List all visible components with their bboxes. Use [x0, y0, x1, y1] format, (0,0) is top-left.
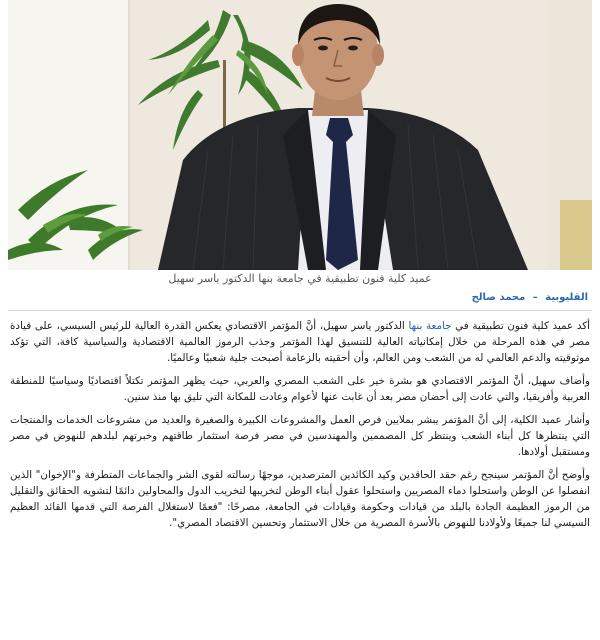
photo-caption: عميد كلية فنون تطبيقية في جامعة بنها الدكتور ياسر سهيل — [168, 272, 432, 285]
byline-section[interactable]: القليوبية — [545, 292, 588, 303]
byline-separator: – — [532, 292, 538, 303]
paragraph-1-rest: الدكتور ياسر سهيل، أنَّ المؤتمر الاقتصادي يعكس القدرة العالية للرئيس السيسي، على قيادة مصر في هذه المرحلة من خلال إمكانياته العالية للتنسيق لهذا المؤتمر وجذب الرموز العالمية الاقتصادية والسياسية كافة، التي تؤكد موثوقيته والدعم العالمي له من الشعب ومن العالم، وأن أحقيته بالزعامة أصبحت جلية شعبيًا وعالميًا. — [10, 320, 590, 364]
article-body — [10, 318, 590, 538]
byline — [8, 292, 592, 311]
paragraph-1-intro: أكد عميد كلية فنون تطبيقية في — [451, 320, 590, 332]
article-paragraph-2: وأضاف سهيل، أنَّ المؤتمر الاقتصادي هو بشرة خير على الشعب المصري والعربي، حيث يظهر المؤتمر تكتلاً اقتصاديًا وسياسيًا للمنطقة العربية وأفريقيا، والتي عادت إلى أحضان مصر بعد أن غابت عنها لأعوام وعادت للمكانة التي تليق بها منذ سنين. — [10, 375, 590, 403]
article-photo — [8, 0, 592, 270]
byline-author[interactable]: محمد صالح — [471, 292, 526, 303]
article-paragraph-1 — [10, 318, 590, 366]
university-link[interactable]: جامعة بنها — [408, 320, 452, 332]
article-paragraph-4: وأوضح أنَّ المؤتمر سينجح رغم حقد الحاقدين وكيد الكائدين المترصدين، موجهًا رسالته لقوى الشر والجماعات المتطرفة و"الإخوان" الذين انفصلوا عن الوطن واستحلوا دماء المصريين واستحلوا عقول أبناء الوطن لتخريبها لتخريب الدول والمحاولين دائمًا لتشويه الحقائق والتقليل من الرموز العظيمة الجادة بالبلد من قيادات وحكومة وقيادات في الجامعة، مصرحًا: "فعمًا لاستغلال الفرصة التي قدمها القائد العظيم السيسي لنا جميعًا ولأولادنا للنهوض بالأسرة المصرية من خلال الاستثمار وتحسين الاقتصاد المصري". — [10, 469, 590, 529]
article-paragraph-3: وأشار عميد الكلية، إلى أنَّ المؤتمر يبشر بملايين فرص العمل والمشروعات الكبيرة والصغيرة والعديد من مشروعات الخدمات والمنتجات التي ينتظرها كل أبناء الشعب وينتظر كل المصممين والمهندسين في مصر فرصة استثمار طاقتهم وخبرتهم لبلدهم للنهوض في مصر ومستقبل أولادها. — [10, 414, 590, 458]
